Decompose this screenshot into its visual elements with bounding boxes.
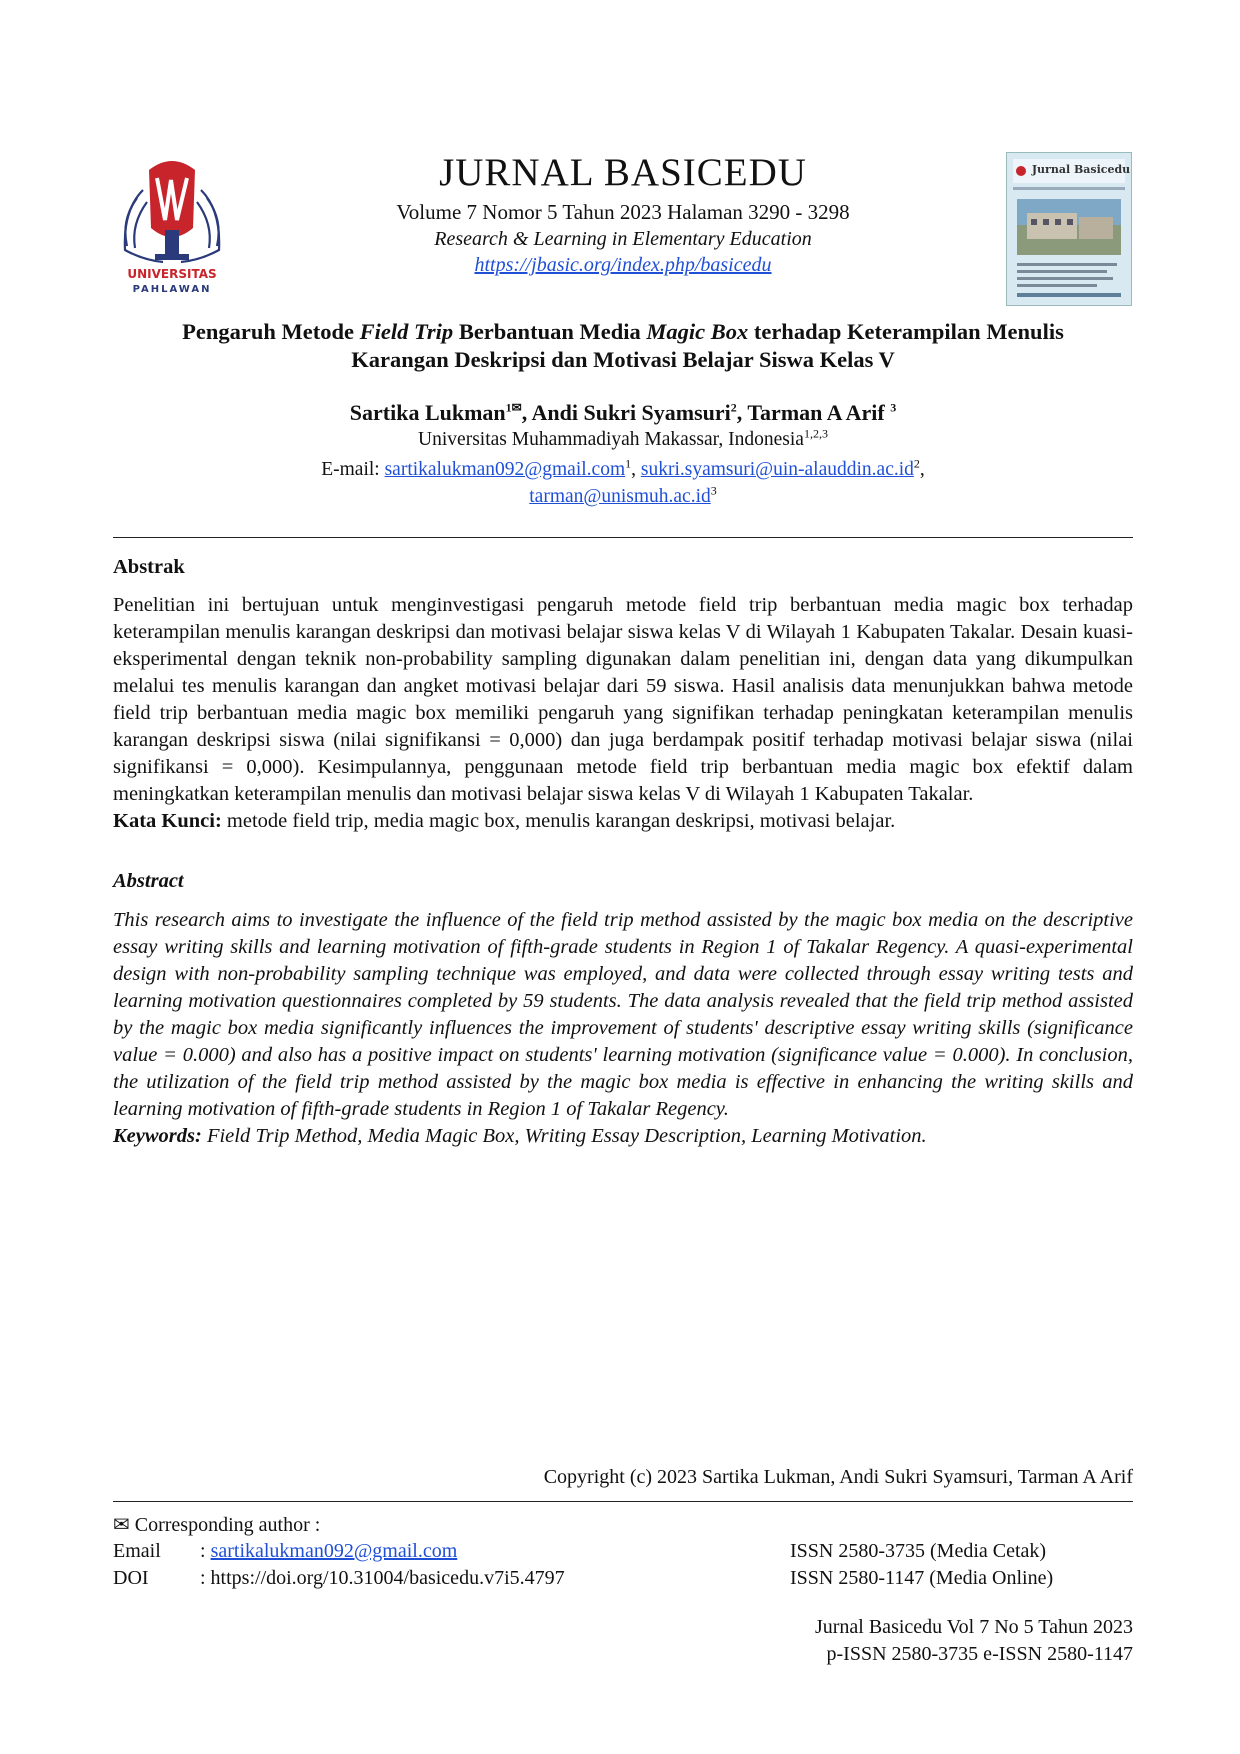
keywords-label: Keywords: — [113, 1125, 202, 1147]
author-1: Sartika Lukman — [349, 400, 506, 425]
svg-text:PAHLAWAN: PAHLAWAN — [132, 284, 212, 295]
journal-url-link[interactable]: https://jbasic.org/index.php/basicedu — [474, 254, 772, 276]
doi-label: DOI — [113, 1567, 149, 1589]
email-link-2[interactable]: sukri.syamsuri@uin-alauddin.ac.id — [640, 459, 914, 480]
issn-online: ISSN 2580-1147 (Media Online) — [790, 1567, 1054, 1589]
journal-subtitle: Research & Learning in Elementary Education — [434, 228, 812, 250]
abstract-heading: Abstract — [113, 870, 184, 892]
journal-header — [113, 150, 1133, 308]
email-link-1[interactable]: sartikalukman092@gmail.com — [384, 459, 626, 480]
email-link-3[interactable]: tarman@unismuh.ac.id — [529, 486, 711, 507]
abstrak-body: Penelitian ini bertujuan untuk menginvestigasi pengaruh metode field trip berbantuan media magic box terhadap keterampilan menulis karangan deskripsi dan motivasi belajar siswa kelas V di Wilayah 1 Kabupaten Takalar. Desain kuasi-eksperimental dengan teknik non-probability sampling digunakan dalam penelitian ini, dengan data yang dikumpulkan melalui tes menulis karangan dan angket motivasi belajar dari 59 siswa. Hasil analisis data menunjukkan bahwa metode field trip berbantuan media magic box memiliki pengaruh yang signifikan terhadap peningkatan keterampilan menulis karangan deskripsi siswa (nilai signifikansi = 0,000) dan juga berdampak positif terhadap motivasi belajar siswa (nilai signifikansi = 0,000). Kesimpulannya, penggunaan metode field trip berbantuan media magic box efektif dalam meningkatkan keterampilan menulis dan motivasi belajar siswa kelas V di Wilayah 1 Kabupaten Takalar. Kata Kunci: metode field trip, media magic box, menulis karangan deskripsi, motivasi belajar. — [113, 594, 1133, 832]
journal-volume: Volume 7 Nomor 5 Tahun 2023 Halaman 3290 - 3298 — [396, 200, 850, 224]
kata-kunci-values: metode field trip, media magic box, menulis karangan deskripsi, motivasi belajar. — [221, 810, 896, 832]
svg-text:UNIVERSITAS: UNIVERSITAS — [127, 267, 217, 281]
envelope-icon: ✉ — [113, 1514, 130, 1536]
keywords-values: Field Trip Method, Media Magic Box, Writing Essay Description, Learning Motivation. — [201, 1125, 927, 1147]
corresponding-email-link[interactable]: sartikalukman092@gmail.com — [210, 1540, 458, 1562]
author-3: , Tarman A Arif — [736, 400, 891, 425]
corresponding-author: ✉ Corresponding author : — [113, 1514, 321, 1536]
divider — [113, 537, 1133, 538]
page-footer — [815, 1614, 1133, 1668]
footer-journal-line: Jurnal Basicedu Vol 7 No 5 Tahun 2023 — [814, 1616, 1133, 1638]
affiliation: Universitas Muhammadiyah Makassar, Indonesia$^{1,2,3}$ — [418, 426, 828, 450]
footer-divider — [113, 1501, 1133, 1502]
kata-kunci-label: Kata Kunci: — [113, 810, 222, 832]
author-emails: E-mail: sartikalukman092@gmail.com$^1$, $sukri.syamsuri@uin-alauddin.ac.id^2$, $tarman@unismuh.ac.id^3$ — [321, 456, 925, 507]
issn-print: ISSN 2580-3735 (Media Cetak) — [790, 1540, 1047, 1562]
corresponding-email: : sartikalukman092@gmail.com — [200, 1540, 458, 1562]
abstract-body: This research aims to investigate the influence of the field trip method assisted by the magic box media on the descriptive essay writing skills and learning motivation of fifth-grade students in Region 1 of Takalar Regency. A quasi-experimental design with non-probability sampling technique was employed, and data were collected through essay writing tests and learning motivation questionnaires completed by 59 students. The data analysis revealed that the field trip method assisted by the magic box media significantly influences the improvement of students' descriptive essay writing skills (significance value = 0.000) and also has a positive impact on students' learning motivation (significance value = 0.000). In conclusion, the utilization of the field trip method assisted by the magic box media is effective in enhancing the writing skills and learning motivation of fifth-grade students in Region 1 of Takalar Regency. Keywords: Field Trip Method, Media Magic Box, Writing Essay Description, Learning Motivation. — [113, 909, 1133, 1147]
author-2: , Andi Sukri Syamsuri — [521, 400, 731, 425]
journal-title: JURNAL BASICEDU — [439, 151, 807, 194]
journal-url — [113, 254, 1133, 277]
article-title: Pengaruh Metode Field Trip Berbantuan Media Magic Box terhadap Keterampilan Menulis Karangan Deskripsi dan Motivasi Belajar Siswa Kelas V — [182, 319, 1064, 372]
doi-value: : https://doi.org/10.31004/basicedu.v7i5.4797 — [200, 1567, 565, 1589]
svg-text:Jurnal Basicedu: Jurnal Basicedu — [1031, 163, 1131, 176]
journal-cover-thumbnail — [1006, 152, 1132, 306]
copyright-notice: Copyright (c) 2023 Sartika Lukman, Andi Sukri Syamsuri, Tarman A Arif — [543, 1466, 1133, 1488]
email-label: Email — [113, 1540, 161, 1562]
abstrak-heading: Abstrak — [113, 556, 185, 578]
footer-issn-line: p-ISSN 2580-3735 e-ISSN 2580-1147 — [826, 1643, 1133, 1665]
author-list: Sartika Lukman$^{1✉}$, Andi Sukri Syamsuri$^2$, Tarman A Arif $^3$ — [349, 400, 897, 425]
